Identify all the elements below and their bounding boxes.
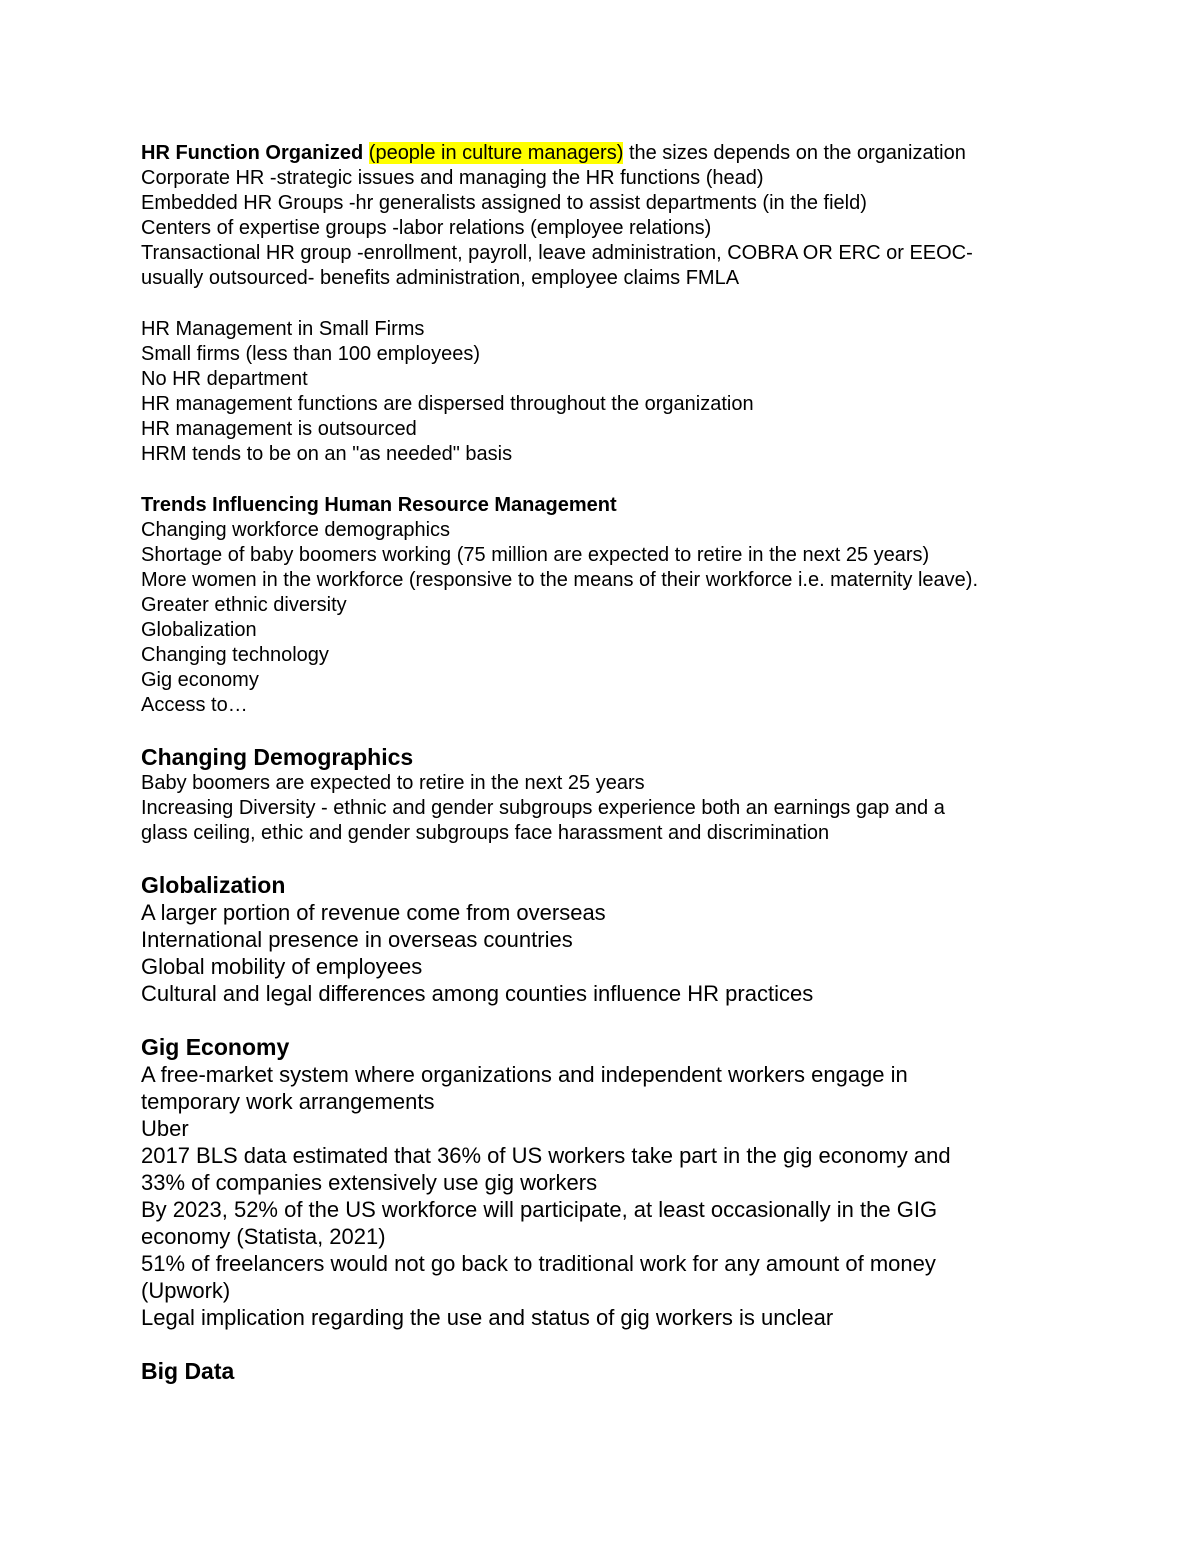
big-data-heading: Big Data [141,1358,235,1384]
text-line: HR management is outsourced [141,418,417,440]
text-line: economy (Statista, 2021) [141,1224,386,1249]
text-line: Corporate HR -strategic issues and managing the HR functions (head) [141,167,764,189]
text-line: Cultural and legal differences among counties influence HR practices [141,981,814,1006]
text-line: Gig economy [141,669,259,691]
text-line: glass ceiling, ethic and gender subgroups face harassment and discrimination [141,822,830,844]
text-line: Legal implication regarding the use and status of gig workers is unclear [141,1305,834,1330]
text-line: International presence in overseas countries [141,927,573,952]
small-firms-heading: HR Management in Small Firms [141,318,425,340]
highlighted-note: (people in culture managers) [368,142,624,164]
text-line: Globalization [141,619,257,641]
text-line: 33% of companies extensively use gig workers [141,1170,598,1195]
text-line: Changing workforce demographics [141,519,451,541]
text-line: A free-market system where organizations and independent workers engage in [141,1062,908,1087]
text-line: Transactional HR group -enrollment, payroll, leave administration, COBRA OR ERC or EEOC- [141,242,973,264]
text-line: Global mobility of employees [141,954,423,979]
text-line: A larger portion of revenue come from overseas [141,900,606,925]
text-line: HRM tends to be on an "as needed" basis [141,443,513,465]
hr-function-title-rest: the sizes depends on the organization [628,142,966,164]
text-line: Access to… [141,694,248,716]
text-line: Embedded HR Groups -hr generalists assigned to assist departments (in the field) [141,192,867,214]
text-line: By 2023, 52% of the US workforce will participate, at least occasionally in the GIG [141,1197,938,1222]
document-body [141,141,1061,1385]
text-line: 2017 BLS data estimated that 36% of US workers take part in the gig economy and [141,1143,951,1168]
text-line: Small firms (less than 100 employees) [141,343,481,365]
globalization-heading: Globalization [141,872,286,898]
text-line: (Upwork) [141,1278,231,1303]
text-line: No HR department [141,368,308,390]
text-line: temporary work arrangements [141,1089,435,1114]
hr-function-title: HR Function Organized [141,142,364,164]
changing-demographics-heading: Changing Demographics [141,744,414,770]
text-line: usually outsourced- benefits administration, employee claims FMLA [141,267,740,289]
text-line: Shortage of baby boomers working (75 million are expected to retire in the next 25 years) [141,544,930,566]
text-line: Uber [141,1116,189,1141]
text-line: 51% of freelancers would not go back to traditional work for any amount of money [141,1251,936,1276]
text-line: Baby boomers are expected to retire in the next 25 years [141,772,645,794]
text-line: HR management functions are dispersed throughout the organization [141,393,754,415]
text-line: Increasing Diversity - ethnic and gender subgroups experience both an earnings gap and a [141,797,945,819]
text-line: More women in the workforce (responsive to the means of their workforce i.e. maternity leave). [141,569,979,591]
text-line: Changing technology [141,644,329,666]
text-line: Greater ethnic diversity [141,594,347,616]
hr-function-heading-line [141,141,1061,166]
trends-heading: Trends Influencing Human Resource Management [141,494,617,516]
gig-economy-heading: Gig Economy [141,1034,290,1060]
text-line: Centers of expertise groups -labor relations (employee relations) [141,217,712,239]
